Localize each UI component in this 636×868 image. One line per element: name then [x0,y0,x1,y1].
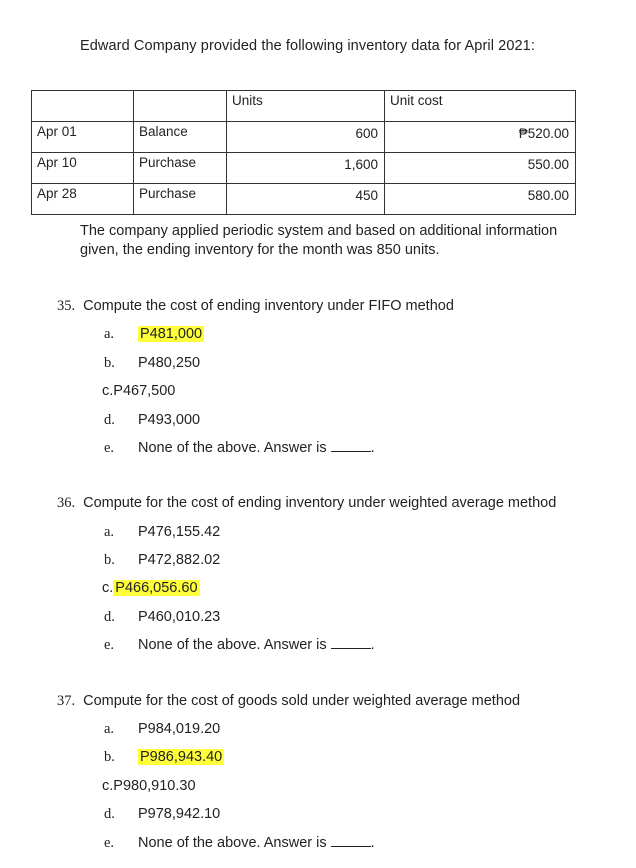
option-letter: a. [104,721,115,737]
cell-type: Balance [134,122,227,153]
header-units: Units [227,91,385,122]
question-number: 35. [57,298,76,314]
header-unit-cost: Unit cost [385,91,576,122]
cell-type: Purchase [134,184,227,215]
option-value-highlighted: P466,056.60 [115,580,198,596]
cell-date: Apr 10 [32,153,134,184]
question-36 [57,495,556,512]
option-value: None of the above. Answer is [138,440,327,456]
answer-blank [331,441,371,452]
option-letter: a. [104,524,115,540]
option-letter: b. [104,552,115,568]
option-value: P476,155.42 [138,524,221,540]
option-letter: e. [104,440,115,456]
table-header-row [32,91,576,122]
option-value: P980,910.30 [113,778,196,794]
question-number: 37. [57,693,76,709]
answer-blank [331,836,371,847]
cell-units: 600 [227,122,385,153]
header-cell [32,91,134,122]
option-letter: b. [104,355,115,371]
question-35 [57,298,454,315]
question-37 [57,693,520,710]
option-value-highlighted: P481,000 [140,326,203,342]
table-row [32,184,576,215]
intro-text: Edward Company provided the following inventory data for April 2021: [80,38,535,54]
question-text: Compute for the cost of goods sold under weighted average method [83,693,521,709]
option-letter: d. [104,609,115,625]
option-letter: c. [102,383,114,399]
option-value: P472,882.02 [138,552,221,568]
cell-unit-cost: ₱520.00 [385,122,576,153]
question-number: 36. [57,495,76,511]
option-value: P467,500 [113,383,176,399]
option-value: None of the above. Answer is [138,835,327,851]
option-letter: b. [104,749,115,765]
cell-date: Apr 28 [32,184,134,215]
option-value: P460,010.23 [138,609,221,625]
option-letter: d. [104,412,115,428]
option-value: P480,250 [138,355,201,371]
option-letter: c. [102,778,114,794]
note-text: The company applied periodic system and based on additional information given, the ending inventory for the month was 850 units. [80,223,558,258]
option-letter: d. [104,806,115,822]
option-letter: e. [104,835,115,851]
option-value: P978,942.10 [138,806,221,822]
cell-units: 1,600 [227,153,385,184]
cell-date: Apr 01 [32,122,134,153]
option-value: None of the above. Answer is [138,637,327,653]
answer-blank [331,638,371,649]
option-value-highlighted: P986,943.40 [140,749,223,765]
cell-units: 450 [227,184,385,215]
cell-unit-cost: 550.00 [385,153,576,184]
option-value: P984,019.20 [138,721,221,737]
cell-unit-cost: 580.00 [385,184,576,215]
header-cell [134,91,227,122]
table-row [32,153,576,184]
option-value: P493,000 [138,412,201,428]
option-letter: a. [104,326,115,342]
inventory-table [31,90,576,215]
question-text: Compute the cost of ending inventory under FIFO method [83,298,454,314]
option-letter: c. [102,580,114,596]
question-text: Compute for the cost of ending inventory under weighted average method [83,495,557,511]
cell-type: Purchase [134,153,227,184]
option-letter: e. [104,637,115,653]
table-row [32,122,576,153]
